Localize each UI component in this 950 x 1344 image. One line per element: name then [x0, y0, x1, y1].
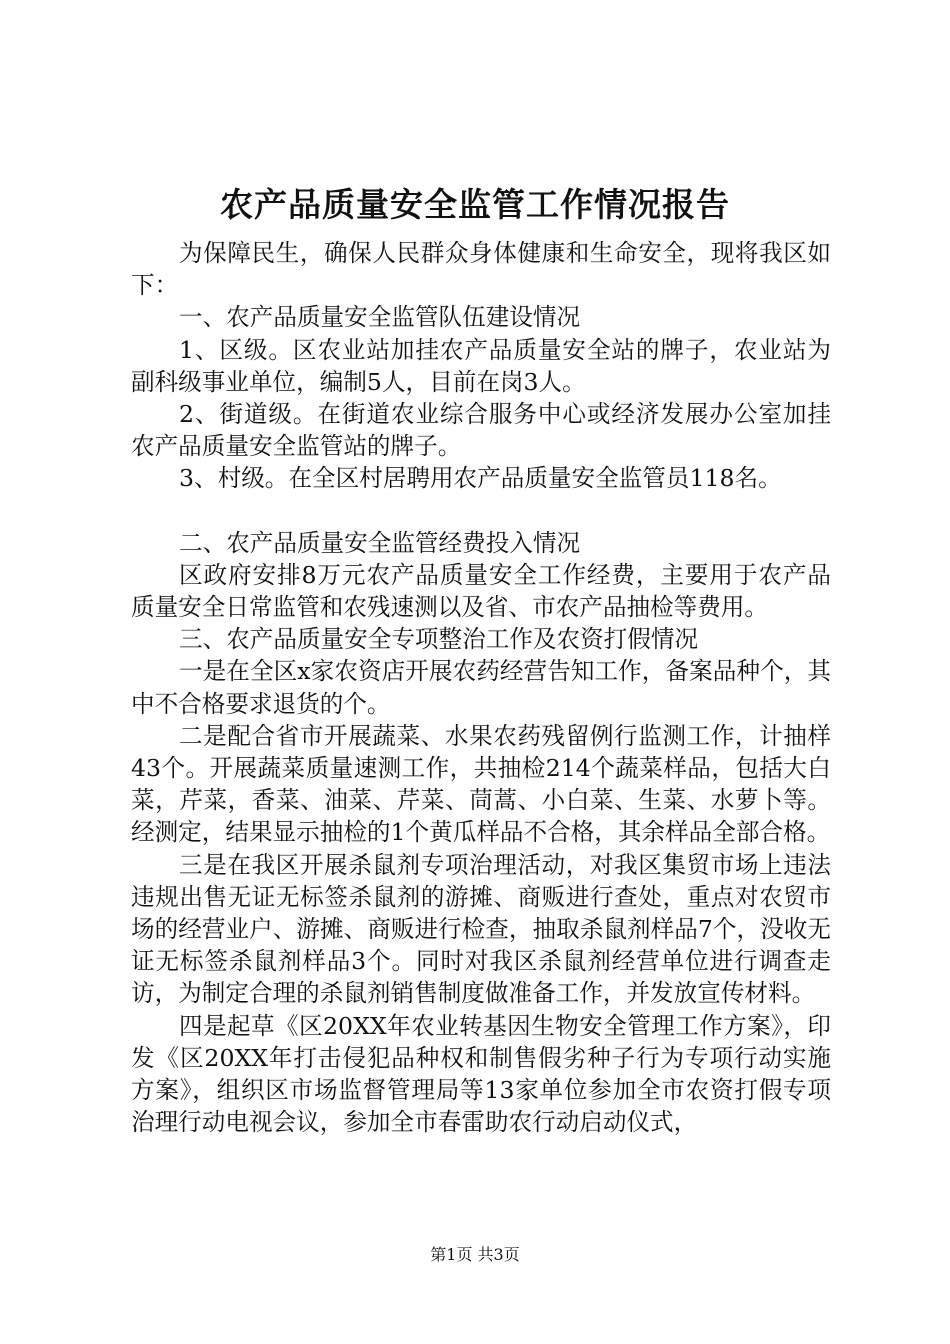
- paragraph-village-level: 3、村级。在全区村居聘用农产品质量安全监管员118名。: [179, 464, 782, 493]
- intro-paragraph: 为保障民生，确保人民群众身体健康和生命安全，现将我区如下：: [131, 239, 831, 300]
- paragraph-item-3: 三是在我区开展杀鼠剂专项治理活动，对我区集贸市场上违法违规出售无证无标签杀鼠剂的游摊、商贩进行查处，重点对农贸市场的经营业户、游摊、商贩进行检查，抽取杀鼠剂样品7个，没收无证无标签杀鼠剂样品3个。同时对我区杀鼠剂经营单位进行调查走访，为制定合理的杀鼠剂销售制度做准备工作，并发放宣传材料。: [131, 850, 831, 1008]
- paragraph-item-2: 二是配合省市开展蔬菜、水果农药残留例行监测工作，计抽样43个。开展蔬菜质量速测工作，共抽检214个蔬菜样品，包括大白菜，芹菜，香菜、油菜、芹菜、茼蒿、小白菜、生菜、水萝卜等。经测定，结果显示抽检的1个黄瓜样品不合格，其余样品全部合格。: [131, 721, 831, 847]
- section-heading-1: 一、农产品质量安全监管队伍建设情况: [179, 303, 581, 332]
- document-title: 农产品质量安全监管工作情况报告: [220, 185, 730, 224]
- document-body: [131, 237, 831, 1138]
- section-heading-2: 二、农产品质量安全监管经费投入情况: [179, 528, 581, 557]
- blank-line: [131, 495, 831, 527]
- section-heading-3: 三、农产品质量安全专项整治工作及农资打假情况: [179, 625, 699, 654]
- paragraph-funding: 区政府安排8万元农产品质量安全工作经费，主要用于农产品质量安全日常监管和农残速测以及省、市农产品抽检等费用。: [131, 560, 831, 622]
- paragraph-item-1: 一是在全区x家农资店开展农药经营告知工作，备案品种个，其中不合格要求退货的个。: [131, 657, 831, 718]
- paragraph-district-level: 1、区级。区农业站加挂农产品质量安全站的牌子，农业站为副科级事业单位，编制5人，目前在岗3人。: [131, 335, 831, 396]
- paragraph-street-level: 2、街道级。在街道农业综合服务中心或经济发展办公室加挂农产品质量安全监管站的牌子。: [131, 400, 831, 461]
- page-footer: 第1页 共3页: [430, 1245, 520, 1264]
- paragraph-item-4: 四是起草《区20XX年农业转基因生物安全管理工作方案》，印发《区20XX年打击侵犯品种权和制售假劣种子行为专项行动实施方案》，组织区市场监督管理局等13家单位参加全市农资打假专项治理行动电视会议，参加全市春雷助农行动启动仪式，: [131, 1011, 831, 1137]
